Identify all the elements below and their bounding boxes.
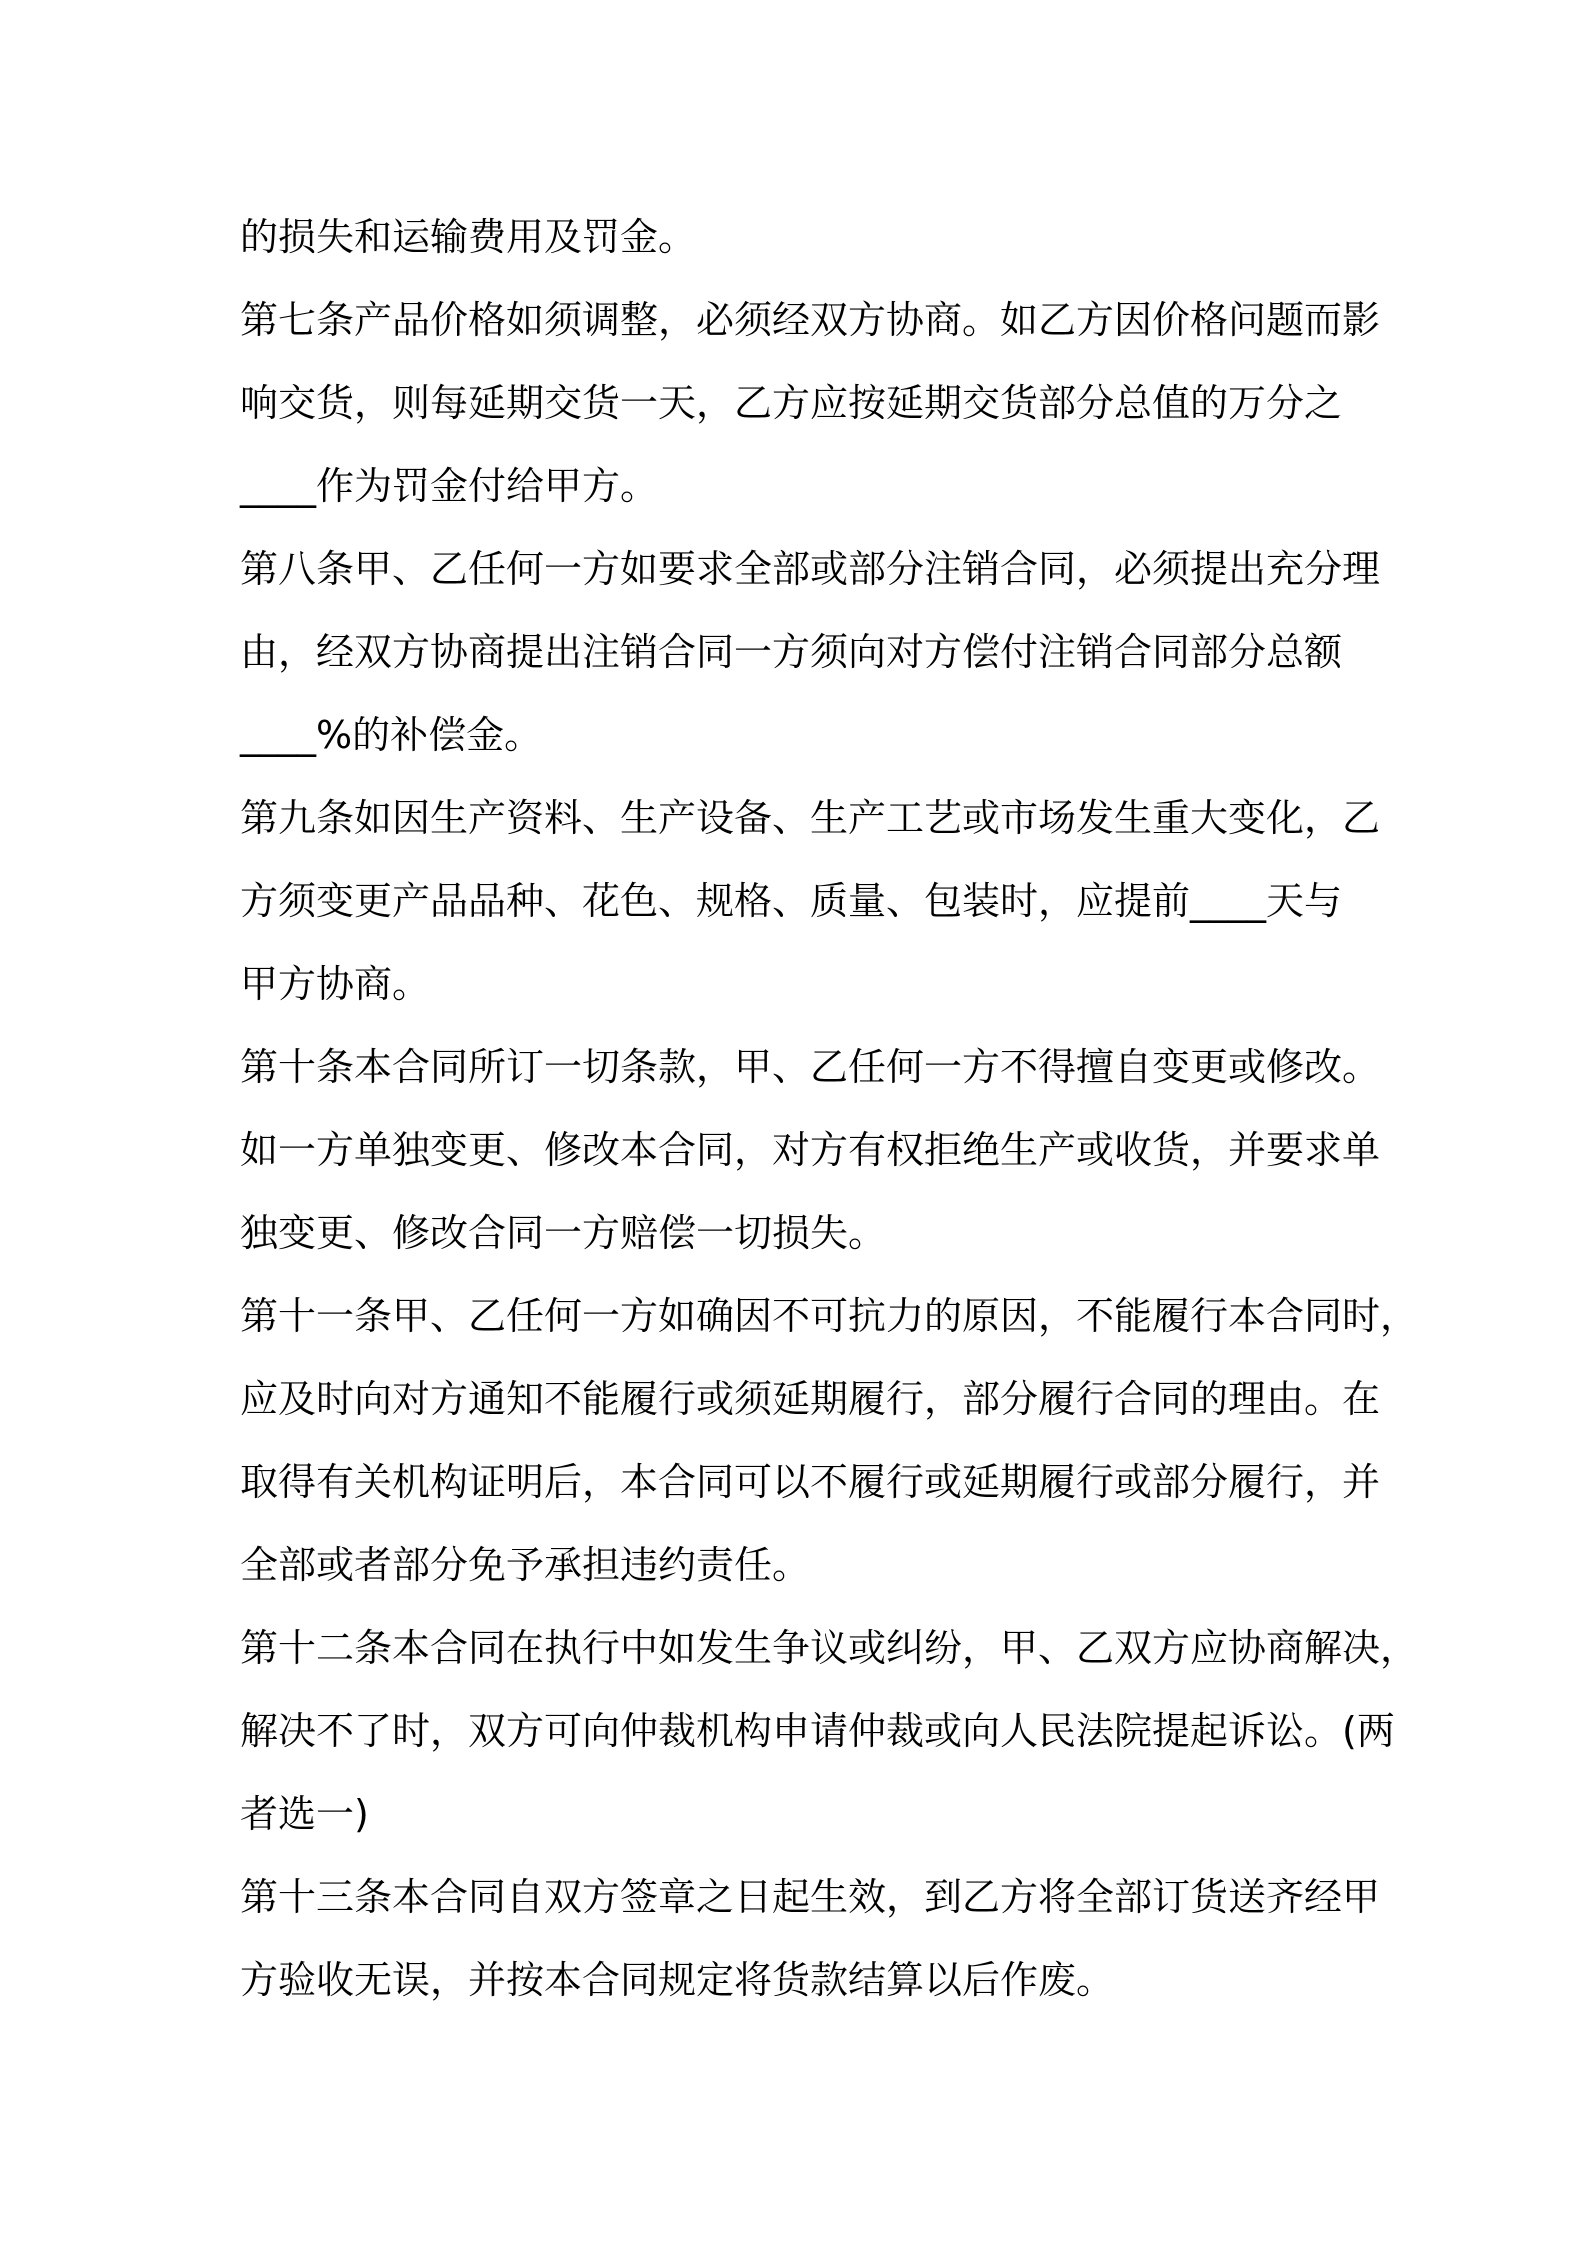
text-line: 独变更、修改合同一方赔偿一切损失。 xyxy=(240,1211,887,1255)
text-line: 全部或者部分免予承担违约责任。 xyxy=(240,1543,811,1587)
text-line: 第十三条本合同自双方签章之日起生效，到乙方将全部订货送齐经甲 xyxy=(240,1875,1381,1919)
text-line: 解决不了时，双方可向仲裁机构申请仲裁或向人民法院提起诉讼。(两 xyxy=(240,1709,1395,1753)
text-line: 方验收无误，并按本合同规定将货款结算以后作废。 xyxy=(240,1958,1115,2002)
text-line: ____%的补偿金。 xyxy=(240,713,543,757)
document-body xyxy=(240,196,1419,2022)
text-line: 第十二条本合同在执行中如发生争议或纠纷，甲、乙双方应协商解决， xyxy=(240,1626,1419,1670)
text-line: 第九条如因生产资料、生产设备、生产工艺或市场发生重大变化，乙 xyxy=(240,796,1381,840)
text-line: 由，经双方协商提出注销合同一方须向对方偿付注销合同部分总额 xyxy=(240,630,1343,674)
text-line: 响交货，则每延期交货一天，乙方应按延期交货部分总值的万分之 xyxy=(240,381,1343,425)
text-line: 第十一条甲、乙任何一方如确因不可抗力的原因，不能履行本合同时， xyxy=(240,1294,1419,1338)
text-line: 的损失和运输费用及罚金。 xyxy=(240,215,697,259)
text-line: 如一方单独变更、修改本合同，对方有权拒绝生产或收货，并要求单 xyxy=(240,1128,1381,1172)
text-line: 应及时向对方通知不能履行或须延期履行，部分履行合同的理由。在 xyxy=(240,1377,1381,1421)
text-line: 甲方协商。 xyxy=(240,962,431,1006)
text-line: 第七条产品价格如须调整，必须经双方协商。如乙方因价格问题而影 xyxy=(240,298,1381,342)
text-line: 方须变更产品品种、花色、规格、质量、包装时，应提前____天与 xyxy=(240,879,1343,923)
text-line: 第八条甲、乙任何一方如要求全部或部分注销合同，必须提出充分理 xyxy=(240,547,1381,591)
text-line: 第十条本合同所订一切条款，甲、乙任何一方不得擅自变更或修改。 xyxy=(240,1045,1381,1089)
text-line: ____作为罚金付给甲方。 xyxy=(240,464,659,508)
text-line: 者选一) xyxy=(240,1792,369,1836)
text-line: 取得有关机构证明后，本合同可以不履行或延期履行或部分履行，并 xyxy=(240,1460,1381,1504)
